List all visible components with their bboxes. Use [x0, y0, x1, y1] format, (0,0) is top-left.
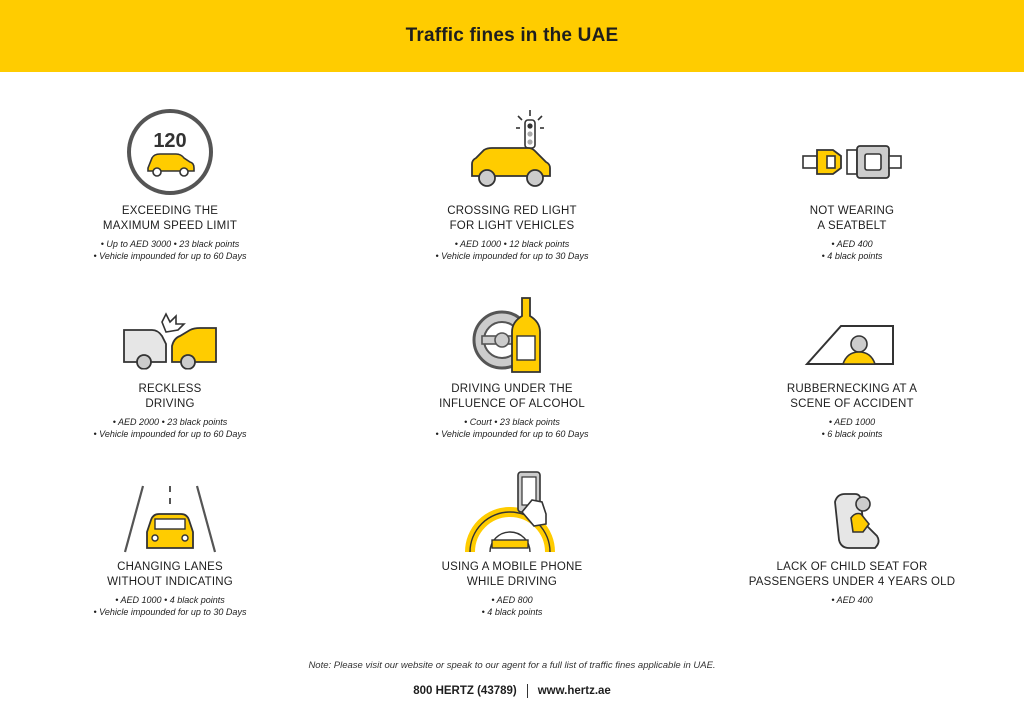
speed-limit-icon [115, 106, 225, 198]
speed-limit-value: 120 [153, 130, 187, 152]
fine-title: CROSSING RED LIGHT FOR LIGHT VEHICLES [447, 205, 577, 232]
fine-title: CHANGING LANES WITHOUT INDICATING [107, 561, 233, 588]
fine-details: • Court • 23 black points • Vehicle impounded for up to 60 Days [435, 417, 589, 439]
mobile-phone-wheel-icon [457, 462, 567, 554]
footer-contact [0, 684, 1024, 698]
fine-title: RUBBERNECKING AT A SCENE OF ACCIDENT [786, 383, 918, 410]
fine-card-seatbelt [702, 106, 1002, 262]
fine-details: • AED 1000 • 4 black points • Vehicle impounded for up to 30 Days [93, 595, 247, 617]
fine-card-child-seat [702, 462, 1002, 606]
fine-title: EXCEEDING THE MAXIMUM SPEED LIMIT [102, 205, 238, 232]
fine-card-speed [20, 106, 320, 262]
driver-window-icon [797, 284, 907, 376]
fine-details: • AED 400 • 4 black points [821, 239, 883, 261]
seatbelt-icon [797, 106, 907, 198]
phone-number[interactable]: 800 HERTZ (43789) [413, 685, 517, 697]
child-seat-icon [797, 462, 907, 554]
fine-card-red-light [362, 106, 662, 262]
fine-details: • AED 1000 • 12 black points • Vehicle impounded for up to 30 Days [435, 239, 589, 261]
fine-title: RECKLESS DRIVING [138, 383, 202, 410]
fine-details: • AED 2000 • 23 black points • Vehicle impounded for up to 60 Days [93, 417, 247, 439]
fine-title: NOT WEARING A SEATBELT [809, 205, 895, 232]
footer-divider [527, 684, 528, 698]
fine-card-phone [362, 462, 662, 618]
steering-wheel-bottle-icon [457, 284, 567, 376]
page-title: Traffic fines in the UAE [405, 25, 619, 46]
fine-card-rubbernecking [702, 284, 1002, 440]
fine-details: • AED 400 [831, 595, 873, 605]
fine-card-lanes [20, 462, 320, 618]
fine-title: LACK OF CHILD SEAT FOR PASSENGERS UNDER 4 YEARS OLD [748, 561, 956, 588]
car-crash-icon [115, 284, 225, 376]
fine-details: • Up to AED 3000 • 23 black points • Vehicle impounded for up to 60 Days [93, 239, 247, 261]
lane-change-icon [115, 462, 225, 554]
website-link[interactable]: www.hertz.ae [537, 685, 611, 697]
fine-details: • AED 800 • 4 black points [481, 595, 543, 617]
fine-details: • AED 1000 • 6 black points [821, 417, 883, 439]
fine-title: DRIVING UNDER THE INFLUENCE OF ALCOHOL [439, 383, 585, 410]
fine-title: USING A MOBILE PHONE WHILE DRIVING [441, 561, 583, 588]
fine-card-reckless [20, 284, 320, 440]
disclaimer-note: Note: Please visit our website or speak to our agent for a full list of traffic fines applicable in UAE. [308, 660, 716, 671]
header-banner [0, 0, 1024, 72]
red-light-car-icon [457, 106, 567, 198]
fine-card-alcohol [362, 284, 662, 440]
